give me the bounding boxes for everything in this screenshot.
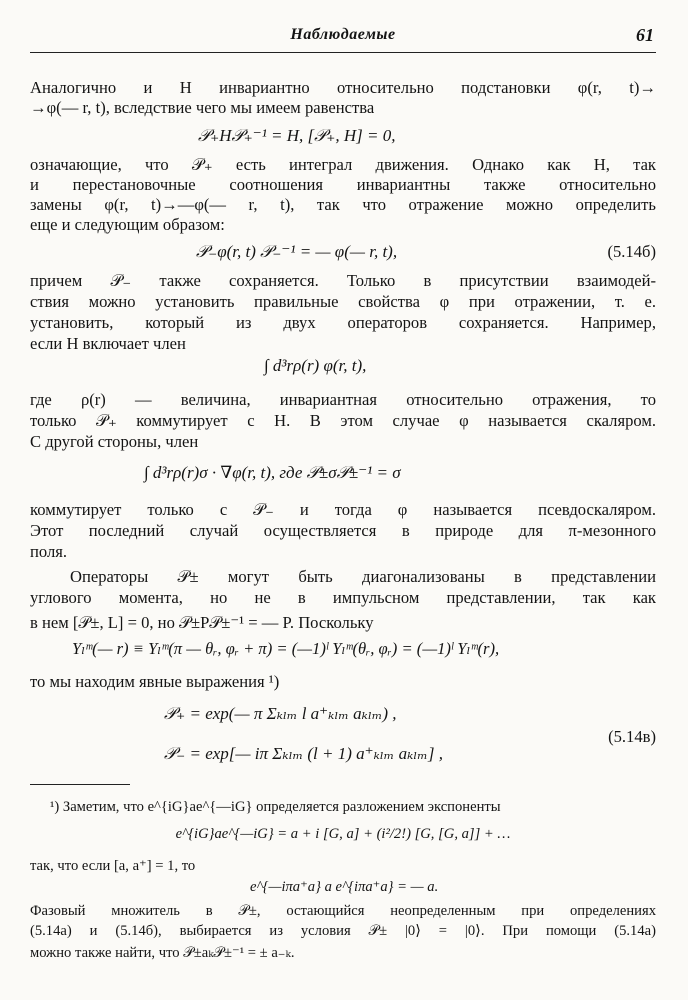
equation: ∫ d³rρ(r) φ(r, t), [264, 356, 367, 375]
text-line: Операторы 𝒫± могут быть диагонализованы в представлении [70, 567, 656, 586]
text-line: означающие, что 𝒫₊ есть интеграл движения. Однако как H, так [30, 155, 656, 174]
page-number: 61 [636, 25, 654, 45]
footnote-line: можно также найти, что 𝒫±aₖ𝒫±⁻¹ = ± a₋ₖ. [30, 945, 295, 961]
text-line: Этот последний случай осуществляется в природе для π-мезонного [30, 521, 656, 540]
equation: ∫ d³rρ(r)σ · ∇φ(r, t), где 𝒫±σ𝒫±⁻¹ = σ [144, 463, 401, 482]
footnote-line: так, что если [a, a⁺] = 1, то [30, 858, 196, 874]
running-title: Наблюдаемые [290, 26, 396, 43]
text-line: Аналогично и H инвариантно относительно подстановки φ(r, t)→ [30, 78, 656, 97]
text-line: еще и следующим образом: [30, 215, 225, 234]
text-line: установить, который из двух операторов сохраняется. Например, [30, 313, 656, 332]
text-line: →φ(— r, t), вследствие чего мы имеем равенства [30, 98, 375, 117]
text-line: где ρ(r) — величина, инвариантная относительно отражения, то [30, 390, 656, 409]
footnote-line: Фазовый множитель в 𝒫±, остающийся неопределенным при определениях [30, 903, 656, 919]
text-line: причем 𝒫₋ также сохраняется. Только в присутствии взаимодей- [30, 271, 656, 290]
equation: Yₗᵐ(— r) ≡ Yₗᵐ(π — θᵣ, φᵣ + π) = (—1)ˡ Yₗᵐ(θᵣ, φᵣ) = (—1)ˡ Yₗᵐ(r), [72, 639, 500, 658]
equation-number: (5.14б) [607, 242, 656, 261]
text-line: коммутирует только с 𝒫₋ и тогда φ называется псевдоскаляром. [30, 500, 656, 519]
equation-number: (5.14в) [608, 727, 656, 746]
text-line: ствия можно установить правильные свойства φ при отражении, т. е. [30, 292, 656, 311]
text-line: и перестановочные соотношения инвариантны также относительно [30, 175, 656, 194]
equation: 𝒫₋ = exp[— iπ Σₖₗₘ (l + 1) a⁺ₖₗₘ aₖₗₘ] , [164, 744, 443, 763]
text-line: если H включает член [30, 334, 186, 353]
equation: 𝒫₊H𝒫₊⁻¹ = H, [𝒫₊, H] = 0, [198, 126, 396, 145]
text-line: углового момента, но не в импульсном представлении, так как [30, 588, 656, 607]
text-line: С другой стороны, член [30, 432, 199, 451]
footnote-rule [30, 784, 130, 785]
equation: 𝒫₋φ(r, t) 𝒫₋⁻¹ = — φ(— r, t), [196, 242, 398, 261]
text-line: в нем [𝒫±, L] = 0, но 𝒫±P𝒫±⁻¹ = — P. Поскольку [30, 613, 374, 632]
text-line: только 𝒫₊ коммутирует с H. В этом случае φ называется скаляром. [30, 411, 656, 430]
text-line: то мы находим явные выражения ¹) [30, 672, 280, 691]
text-line: поля. [30, 542, 68, 561]
equation: 𝒫₊ = exp(— π Σₖₗₘ l a⁺ₖₗₘ aₖₗₘ) , [164, 704, 397, 723]
footnote-equation: e^{iG}ae^{—iG} = a + i [G, a] + (i²/2!) [G, [G, a]] + … [175, 826, 511, 842]
footnote-line: (5.14а) и (5.14б), выбирается из условия 𝒫± |0⟩ = |0⟩. При помощи (5.14а) [30, 923, 656, 939]
page-header [30, 22, 656, 53]
footnote-equation: e^{—iπa⁺a} a e^{iπa⁺a} = — a. [250, 879, 439, 895]
footnote-line: ¹) Заметим, что e^{iG}ae^{—iG} определяется разложением экспоненты [50, 799, 501, 815]
text-line: замены φ(r, t)→—φ(— r, t), так что отражение можно определить [30, 195, 656, 214]
